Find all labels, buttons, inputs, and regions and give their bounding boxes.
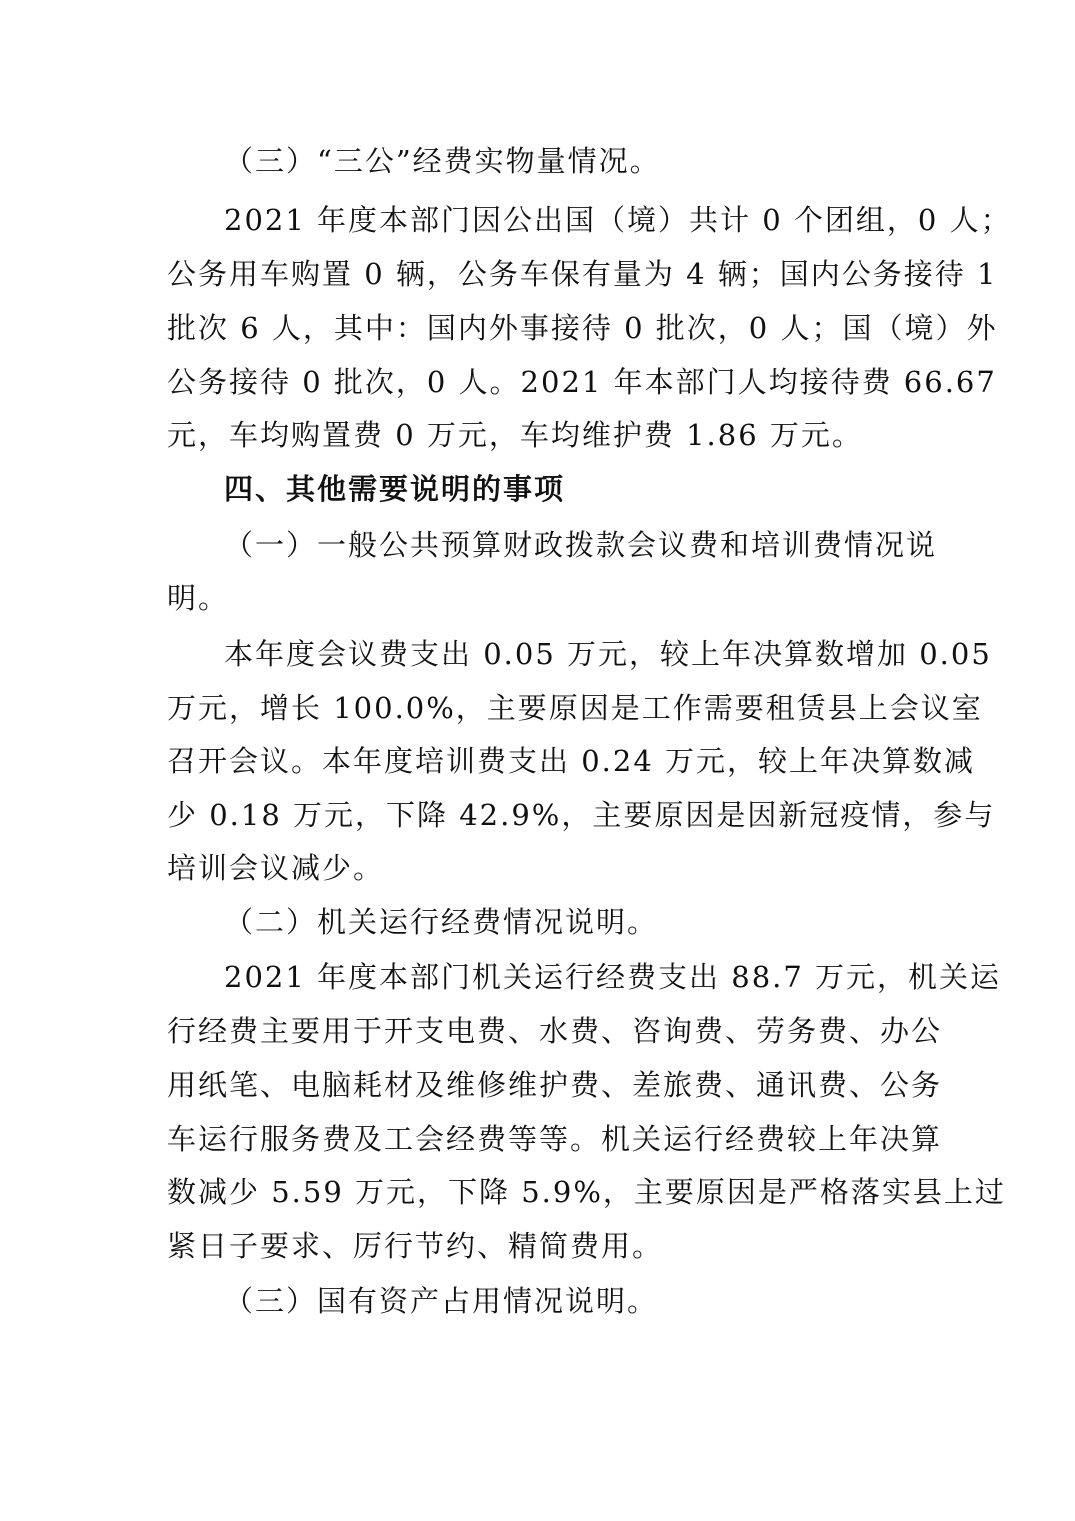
paragraph-line: 2021 年度本部门机关运行经费支出 88.7 万元，机关运 (224, 960, 1002, 994)
paragraph-line: 行经费主要用于开支电费、水费、咨询费、劳务费、办公 (167, 1014, 943, 1048)
subheading-operating-expenses: （二）机关运行经费情况说明。 (224, 905, 659, 939)
subheading-sangong-quantity: （三）“三公”经费实物量情况。 (224, 144, 661, 178)
paragraph-line: 公务用车购置 0 辆，公务车保有量为 4 辆；国内公务接待 1 (167, 257, 998, 291)
paragraph-line: 车运行服务费及工会经费等等。机关运行经费较上年决算 (167, 1122, 943, 1156)
paragraph-line: 用纸笔、电脑耗材及维修维护费、差旅费、通讯费、公务 (167, 1068, 943, 1102)
subheading-state-assets: （三）国有资产占用情况说明。 (224, 1284, 659, 1318)
paragraph-line: 数减少 5.59 万元，下降 5.9%，主要原因是严格落实县上过 (167, 1175, 1006, 1209)
paragraph-line: 元，车均购置费 0 万元，车均维护费 1.86 万元。 (167, 418, 863, 452)
paragraph-line: 本年度会议费支出 0.05 万元，较上年决算数增加 0.05 (224, 637, 992, 671)
paragraph-line: 培训会议减少。 (167, 851, 385, 885)
paragraph-line: 公务接待 0 批次，0 人。2021 年本部门人均接待费 66.67 (167, 365, 997, 399)
paragraph-line: 召开会议。本年度培训费支出 0.24 万元，较上年决算数减 (167, 744, 976, 778)
subheading-meeting-training: （一）一般公共预算财政拨款会议费和培训费情况说 (224, 528, 938, 562)
paragraph-line: 2021 年度本部门因公出国（境）共计 0 个团组，0 人； (224, 203, 1012, 237)
paragraph-line: 万元，增长 100.0%，主要原因是工作需要租赁县上会议室 (167, 691, 983, 725)
subheading-continuation: 明。 (167, 581, 230, 615)
paragraph-line: 少 0.18 万元，下降 42.9%，主要原因是因新冠疫情，参与 (167, 798, 996, 832)
paragraph-line: 紧日子要求、厉行节约、精简费用。 (167, 1229, 664, 1263)
paragraph-line: 批次 6 人，其中：国内外事接待 0 批次，0 人；国（境）外 (167, 311, 998, 345)
section-heading-other-matters: 四、其他需要说明的事项 (224, 472, 566, 506)
